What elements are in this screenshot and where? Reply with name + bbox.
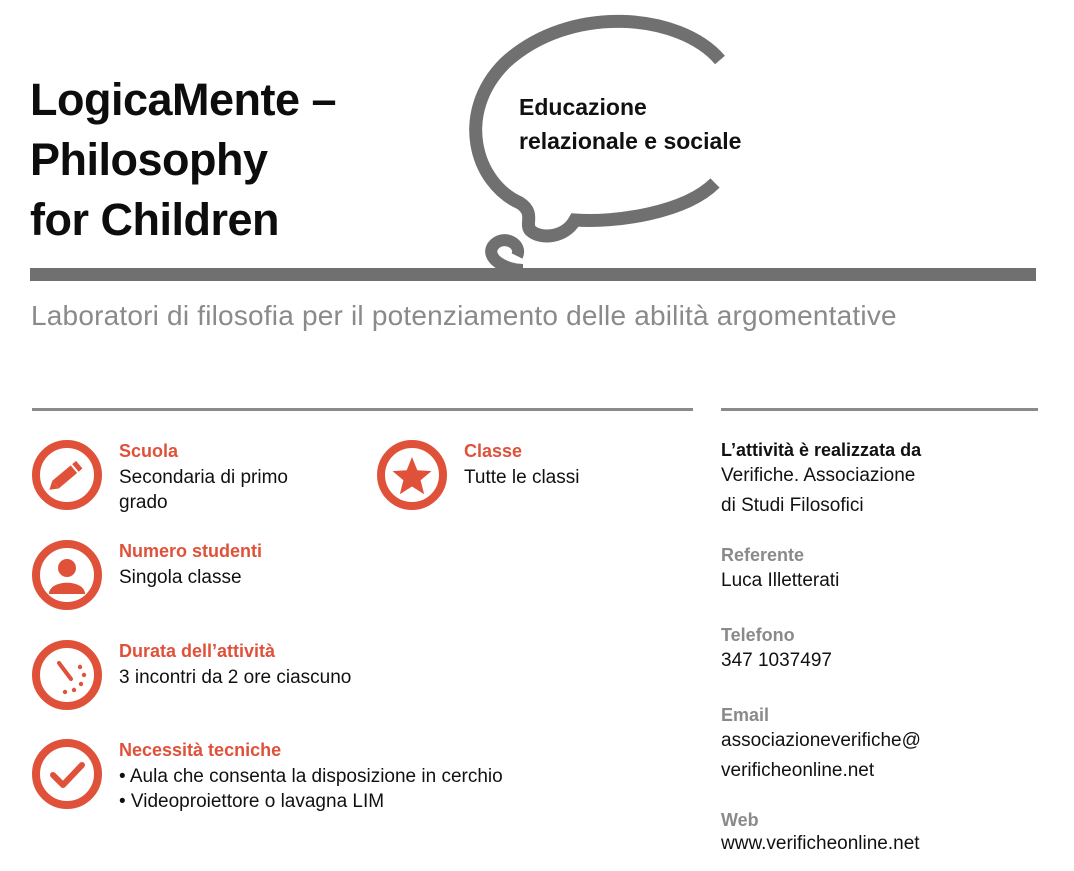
email-link[interactable]: associazioneverifiche@ xyxy=(721,730,921,751)
info-value xyxy=(119,465,288,515)
info-value-line: • Videoproiettore o lavagna LIM xyxy=(119,791,385,812)
info-label: Necessità tecniche xyxy=(119,740,282,760)
sidebar-value-line: di Studi Filosofici xyxy=(721,495,864,516)
sidebar-value-line: Verifiche. Associazione xyxy=(721,465,916,486)
sidebar-label: Telefono xyxy=(721,625,795,645)
sidebar-referente xyxy=(721,545,1041,596)
sidebar-value xyxy=(721,461,1041,521)
header-divider xyxy=(30,268,1036,281)
info-value xyxy=(119,764,503,814)
info-value xyxy=(119,665,351,690)
info-label: Classe xyxy=(464,441,523,461)
sidebar-telefono xyxy=(721,625,1041,676)
page-title xyxy=(30,70,336,250)
website-link[interactable]: www.verificheonline.net xyxy=(721,833,920,854)
info-value-line: 3 incontri da 2 ore ciascuno xyxy=(119,667,352,688)
sidebar-value-line: Luca Illetterati xyxy=(721,570,840,591)
title-line: for Children xyxy=(30,194,279,245)
pencil-icon xyxy=(31,439,103,511)
sidebar-value xyxy=(721,646,1041,676)
sidebar-label: Web xyxy=(721,810,759,830)
bubble-line: Educazione xyxy=(519,94,647,120)
info-value-line: grado xyxy=(119,492,168,513)
sidebar-label: Email xyxy=(721,705,770,725)
info-label: Numero studenti xyxy=(119,541,263,561)
sidebar-label: L’attività è realizzata da xyxy=(721,440,922,460)
info-value-line: Tutte le classi xyxy=(464,467,580,488)
check-icon xyxy=(31,738,103,810)
star-icon xyxy=(376,439,448,511)
person-icon xyxy=(31,539,103,611)
page-subtitle: Laboratori di filosofia per il potenziamento delle abilità argomentative xyxy=(31,300,897,331)
sidebar-divider xyxy=(721,408,1038,411)
sidebar-value xyxy=(721,726,1041,786)
sidebar-realizzata xyxy=(721,440,1041,521)
details-divider xyxy=(32,408,693,411)
sidebar-email xyxy=(721,705,1041,786)
title-line: LogicaMente – xyxy=(30,74,337,125)
sidebar-web xyxy=(721,810,1041,857)
sidebar-value xyxy=(721,566,1041,596)
info-value-line: Singola classe xyxy=(119,567,242,588)
title-line: Philosophy xyxy=(30,134,268,185)
sidebar-value xyxy=(721,831,1041,857)
info-value xyxy=(464,465,579,490)
sidebar-label: Referente xyxy=(721,545,805,565)
info-value xyxy=(119,565,242,590)
info-value-line: Secondaria di primo xyxy=(119,467,288,488)
category-bubble-text xyxy=(519,90,741,158)
bubble-line: relazionale e sociale xyxy=(519,128,742,154)
info-value-line: • Aula che consenta la disposizione in cerchio xyxy=(119,766,503,787)
sidebar-value-line: 347 1037497 xyxy=(721,650,832,671)
clock-icon xyxy=(31,639,103,711)
email-link[interactable]: verificheonline.net xyxy=(721,760,875,781)
info-label: Durata dell’attività xyxy=(119,641,276,661)
info-label: Scuola xyxy=(119,441,179,461)
